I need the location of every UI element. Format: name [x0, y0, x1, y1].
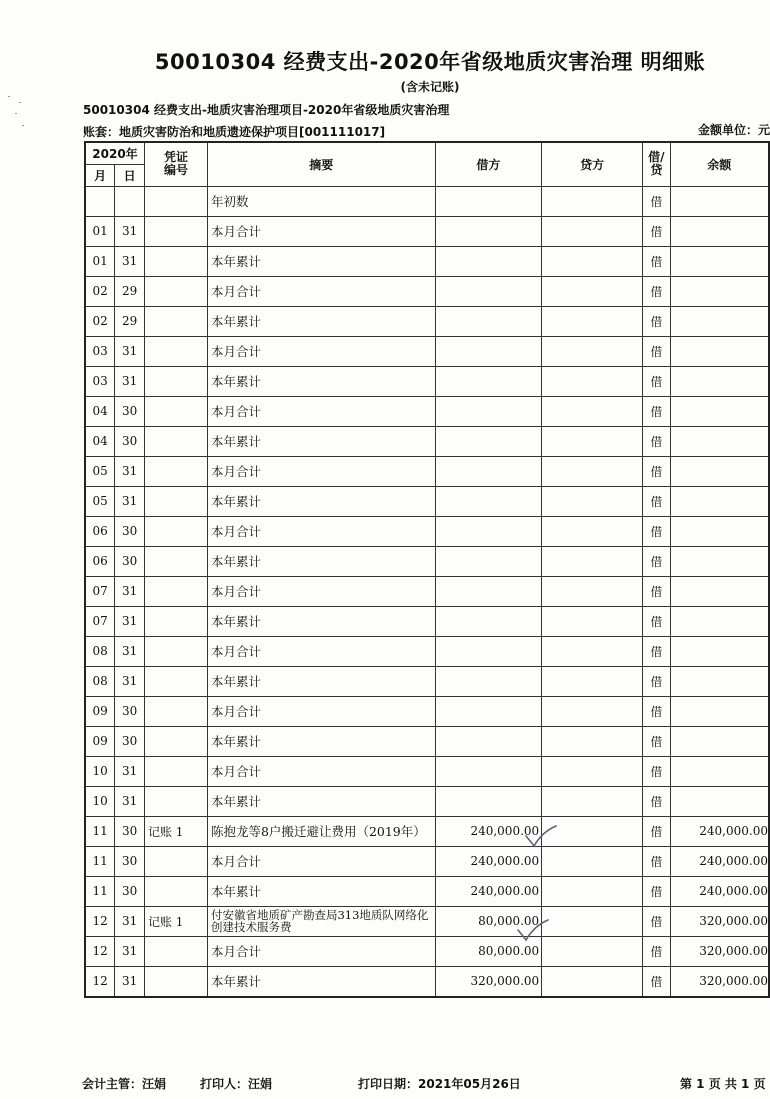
balance-cell: [670, 516, 769, 546]
dc-cell: 借: [643, 426, 671, 456]
month-cell: 12: [85, 906, 115, 936]
voucher-cell: [144, 336, 207, 366]
table-row: [85, 906, 769, 936]
voucher-cell: [144, 246, 207, 276]
day-cell: 31: [115, 246, 145, 276]
day-cell: 31: [115, 216, 145, 246]
debit-cell: [435, 186, 542, 216]
dc-cell: 借: [643, 336, 671, 366]
voucher-cell: [144, 726, 207, 756]
day-cell: 30: [115, 516, 145, 546]
summary-cell: 本月合计: [207, 276, 435, 306]
voucher-cell: [144, 516, 207, 546]
dc-cell: 借: [643, 246, 671, 276]
month-cell: [85, 186, 115, 216]
voucher-cell: [144, 396, 207, 426]
table-row: [85, 966, 769, 997]
dc-cell: 借: [643, 546, 671, 576]
ledger-table: [84, 141, 770, 998]
credit-cell: [542, 636, 643, 666]
table-row: [85, 936, 769, 966]
day-cell: 30: [115, 726, 145, 756]
credit-cell: [542, 786, 643, 816]
balance-cell: 240,000.00: [670, 846, 769, 876]
credit-cell: [542, 576, 643, 606]
debit-cell: [435, 216, 542, 246]
day-cell: 31: [115, 486, 145, 516]
credit-cell: [542, 606, 643, 636]
table-row: [85, 816, 769, 846]
month-cell: 07: [85, 606, 115, 636]
voucher-cell: [144, 186, 207, 216]
dc-cell: 借: [643, 636, 671, 666]
dc-cell: 借: [643, 396, 671, 426]
balance-cell: 240,000.00: [670, 876, 769, 906]
balance-cell: [670, 696, 769, 726]
credit-cell: [542, 276, 643, 306]
day-cell: 30: [115, 846, 145, 876]
credit-cell: [542, 486, 643, 516]
balance-cell: 320,000.00: [670, 966, 769, 997]
credit-cell: [542, 516, 643, 546]
summary-header: 摘要: [207, 142, 435, 186]
ledger-subtitle: (含未记账): [400, 80, 460, 94]
table-row: [85, 666, 769, 696]
amount-unit: 金额单位：元: [698, 123, 770, 137]
scan-speck: [15, 113, 17, 114]
day-cell: 31: [115, 366, 145, 396]
summary-cell: 本月合计: [207, 696, 435, 726]
table-row: [85, 456, 769, 486]
voucher-header-label: 凭证 编号: [163, 150, 188, 178]
dc-cell: 借: [643, 876, 671, 906]
voucher-cell: [144, 606, 207, 636]
table-row: [85, 786, 769, 816]
debit-cell: [435, 366, 542, 396]
month-cell: 12: [85, 966, 115, 997]
summary-cell: 本年累计: [207, 306, 435, 336]
summary-cell: 本年累计: [207, 876, 435, 906]
summary-cell: 本年累计: [207, 786, 435, 816]
voucher-cell: [144, 786, 207, 816]
dc-cell: 借: [643, 366, 671, 396]
voucher-cell: [144, 936, 207, 966]
dc-header: [643, 142, 671, 186]
dc-cell: 借: [643, 186, 671, 216]
credit-cell: [542, 876, 643, 906]
voucher-cell: [144, 696, 207, 726]
summary-cell: 本年累计: [207, 366, 435, 396]
year-header: 2020年: [85, 142, 144, 164]
debit-cell: [435, 546, 542, 576]
credit-cell: [542, 816, 643, 846]
voucher-cell: [144, 666, 207, 696]
month-cell: 09: [85, 726, 115, 756]
month-cell: 01: [85, 246, 115, 276]
balance-cell: [670, 276, 769, 306]
credit-cell: [542, 696, 643, 726]
voucher-cell: [144, 426, 207, 456]
summary-cell: 本年累计: [207, 426, 435, 456]
voucher-header: [144, 142, 207, 186]
credit-cell: [542, 966, 643, 997]
credit-cell: [542, 396, 643, 426]
day-cell: 30: [115, 696, 145, 726]
day-cell: 30: [115, 396, 145, 426]
credit-cell: [542, 246, 643, 276]
debit-cell: 240,000.00: [435, 876, 542, 906]
debit-cell: 320,000.00: [435, 966, 542, 997]
dc-cell: 借: [643, 816, 671, 846]
footer-page-count: 第 1 页 共 1 页: [680, 1077, 766, 1091]
table-row: [85, 426, 769, 456]
balance-cell: [670, 396, 769, 426]
summary-cell: 本年累计: [207, 966, 435, 997]
ledger-title: 50010304 经费支出-2020年省级地质灾害治理 明细账: [154, 50, 706, 74]
balance-cell: 320,000.00: [670, 906, 769, 936]
debit-cell: [435, 306, 542, 336]
summary-cell: 本年累计: [207, 486, 435, 516]
day-cell: 30: [115, 426, 145, 456]
table-row: [85, 516, 769, 546]
credit-cell: [542, 426, 643, 456]
summary-cell: 本月合计: [207, 576, 435, 606]
credit-cell: [542, 726, 643, 756]
debit-cell: [435, 666, 542, 696]
day-cell: 29: [115, 276, 145, 306]
subject-line: 50010304 经费支出-地质灾害治理项目-2020年省级地质灾害治理: [83, 103, 450, 117]
voucher-cell: [144, 846, 207, 876]
debit-cell: [435, 456, 542, 486]
voucher-cell: [144, 216, 207, 246]
month-cell: 05: [85, 456, 115, 486]
voucher-cell: [144, 636, 207, 666]
credit-cell: [542, 546, 643, 576]
balance-cell: [670, 606, 769, 636]
credit-cell: [542, 336, 643, 366]
month-cell: 02: [85, 276, 115, 306]
dc-cell: 借: [643, 576, 671, 606]
day-cell: 31: [115, 456, 145, 486]
month-cell: 01: [85, 216, 115, 246]
summary-cell: 本月合计: [207, 336, 435, 366]
debit-cell: 240,000.00: [435, 816, 542, 846]
summary-cell: 本年累计: [207, 666, 435, 696]
credit-cell: [542, 456, 643, 486]
credit-cell: [542, 306, 643, 336]
table-row: [85, 846, 769, 876]
day-cell: 31: [115, 756, 145, 786]
table-row: [85, 366, 769, 396]
dc-cell: 借: [643, 606, 671, 636]
day-header: 日: [115, 164, 145, 186]
day-cell: 31: [115, 906, 145, 936]
debit-cell: [435, 246, 542, 276]
balance-cell: [670, 306, 769, 336]
voucher-cell: [144, 876, 207, 906]
table-row: [85, 546, 769, 576]
debit-cell: [435, 396, 542, 426]
month-cell: 11: [85, 846, 115, 876]
month-cell: 04: [85, 396, 115, 426]
month-cell: 04: [85, 426, 115, 456]
month-cell: 07: [85, 576, 115, 606]
balance-cell: [670, 366, 769, 396]
ledger-body: [85, 186, 769, 997]
month-cell: 02: [85, 306, 115, 336]
month-cell: 09: [85, 696, 115, 726]
voucher-cell: [144, 306, 207, 336]
month-cell: 08: [85, 636, 115, 666]
table-row: [85, 486, 769, 516]
voucher-cell: [144, 366, 207, 396]
day-cell: 30: [115, 546, 145, 576]
dc-cell: 借: [643, 756, 671, 786]
day-cell: 31: [115, 786, 145, 816]
balance-cell: [670, 216, 769, 246]
month-cell: 12: [85, 936, 115, 966]
table-row: [85, 876, 769, 906]
debit-cell: 80,000.00: [435, 906, 542, 936]
credit-cell: [542, 186, 643, 216]
summary-cell: 本年累计: [207, 246, 435, 276]
balance-cell: [670, 756, 769, 786]
summary-cell: 陈抱龙等8户搬迁避让费用（2019年）: [207, 816, 435, 846]
dc-cell: 借: [643, 906, 671, 936]
day-cell: 31: [115, 606, 145, 636]
month-cell: 11: [85, 816, 115, 846]
debit-cell: [435, 636, 542, 666]
balance-cell: [670, 186, 769, 216]
summary-cell: 本年累计: [207, 546, 435, 576]
balance-cell: [670, 726, 769, 756]
dc-cell: 借: [643, 216, 671, 246]
month-cell: 03: [85, 366, 115, 396]
balance-cell: [670, 336, 769, 366]
day-cell: 31: [115, 936, 145, 966]
dc-cell: 借: [643, 276, 671, 306]
balance-cell: [670, 486, 769, 516]
day-cell: 31: [115, 636, 145, 666]
summary-cell: 本月合计: [207, 456, 435, 486]
voucher-cell: [144, 276, 207, 306]
month-header: 月: [85, 164, 115, 186]
dc-cell: 借: [643, 936, 671, 966]
day-cell: 30: [115, 816, 145, 846]
voucher-cell: [144, 456, 207, 486]
balance-cell: [670, 576, 769, 606]
day-cell: 30: [115, 876, 145, 906]
debit-cell: [435, 576, 542, 606]
balance-cell: 240,000.00: [670, 816, 769, 846]
debit-cell: [435, 336, 542, 366]
table-row: [85, 246, 769, 276]
balance-cell: [670, 426, 769, 456]
month-cell: 06: [85, 516, 115, 546]
summary-cell: 本月合计: [207, 636, 435, 666]
summary-cell: 本月合计: [207, 516, 435, 546]
debit-cell: [435, 606, 542, 636]
dc-cell: 借: [643, 456, 671, 486]
footer-printer: 打印人：汪娟: [200, 1077, 273, 1091]
balance-cell: [670, 636, 769, 666]
voucher-cell: [144, 576, 207, 606]
balance-header: 余额: [670, 142, 769, 186]
balance-cell: 320,000.00: [670, 936, 769, 966]
scan-speck: [22, 125, 24, 126]
day-cell: 31: [115, 576, 145, 606]
footer-supervisor: 会计主管：汪娟: [82, 1077, 167, 1091]
debit-header: 借方: [435, 142, 542, 186]
month-cell: 11: [85, 876, 115, 906]
voucher-cell: 记账 1: [144, 816, 207, 846]
balance-cell: [670, 786, 769, 816]
month-cell: 05: [85, 486, 115, 516]
summary-cell: 付安徽省地质矿产勘查局313地质队网络化创建技术服务费: [207, 906, 435, 936]
dc-header-label: 借/ 贷: [648, 150, 665, 178]
dc-cell: 借: [643, 966, 671, 997]
debit-cell: [435, 276, 542, 306]
table-row: [85, 186, 769, 216]
debit-cell: [435, 426, 542, 456]
balance-cell: [670, 546, 769, 576]
day-cell: [115, 186, 145, 216]
summary-cell: 本月合计: [207, 846, 435, 876]
table-row: [85, 756, 769, 786]
summary-cell: 本月合计: [207, 396, 435, 426]
table-row: [85, 396, 769, 426]
voucher-cell: [144, 756, 207, 786]
credit-header: 贷方: [542, 142, 643, 186]
debit-cell: [435, 696, 542, 726]
day-cell: 31: [115, 666, 145, 696]
summary-cell: 年初数: [207, 186, 435, 216]
balance-cell: [670, 246, 769, 276]
credit-cell: [542, 216, 643, 246]
dc-cell: 借: [643, 786, 671, 816]
month-cell: 10: [85, 786, 115, 816]
table-row: [85, 696, 769, 726]
debit-cell: [435, 516, 542, 546]
credit-cell: [542, 846, 643, 876]
voucher-cell: 记账 1: [144, 906, 207, 936]
table-row: [85, 726, 769, 756]
credit-cell: [542, 756, 643, 786]
table-row: [85, 336, 769, 366]
scan-speck: [19, 102, 21, 103]
dc-cell: 借: [643, 666, 671, 696]
month-cell: 08: [85, 666, 115, 696]
month-cell: 03: [85, 336, 115, 366]
balance-cell: [670, 456, 769, 486]
month-cell: 06: [85, 546, 115, 576]
table-row: [85, 576, 769, 606]
debit-cell: [435, 756, 542, 786]
account-set-line: 账套：地质灾害防治和地质遗迹保护项目[001111017]: [83, 125, 386, 139]
debit-cell: 240,000.00: [435, 846, 542, 876]
debit-cell: [435, 786, 542, 816]
voucher-cell: [144, 966, 207, 997]
voucher-cell: [144, 546, 207, 576]
summary-cell: 本年累计: [207, 606, 435, 636]
table-row: [85, 276, 769, 306]
credit-cell: [542, 666, 643, 696]
summary-cell: 本月合计: [207, 756, 435, 786]
dc-cell: 借: [643, 846, 671, 876]
credit-cell: [542, 366, 643, 396]
dc-cell: 借: [643, 696, 671, 726]
table-row: [85, 216, 769, 246]
day-cell: 31: [115, 966, 145, 997]
dc-cell: 借: [643, 306, 671, 336]
credit-cell: [542, 936, 643, 966]
dc-cell: 借: [643, 486, 671, 516]
footer-print-date: 打印日期：2021年05月26日: [358, 1077, 521, 1091]
table-row: [85, 606, 769, 636]
summary-cell: 本年累计: [207, 726, 435, 756]
table-row: [85, 636, 769, 666]
debit-cell: [435, 486, 542, 516]
credit-cell: [542, 906, 643, 936]
table-row: [85, 306, 769, 336]
dc-cell: 借: [643, 516, 671, 546]
summary-cell: 本月合计: [207, 216, 435, 246]
summary-cell: 本月合计: [207, 936, 435, 966]
balance-cell: [670, 666, 769, 696]
day-cell: 29: [115, 306, 145, 336]
scan-speck: [8, 96, 10, 97]
day-cell: 31: [115, 336, 145, 366]
debit-cell: 80,000.00: [435, 936, 542, 966]
dc-cell: 借: [643, 726, 671, 756]
month-cell: 10: [85, 756, 115, 786]
debit-cell: [435, 726, 542, 756]
voucher-cell: [144, 486, 207, 516]
